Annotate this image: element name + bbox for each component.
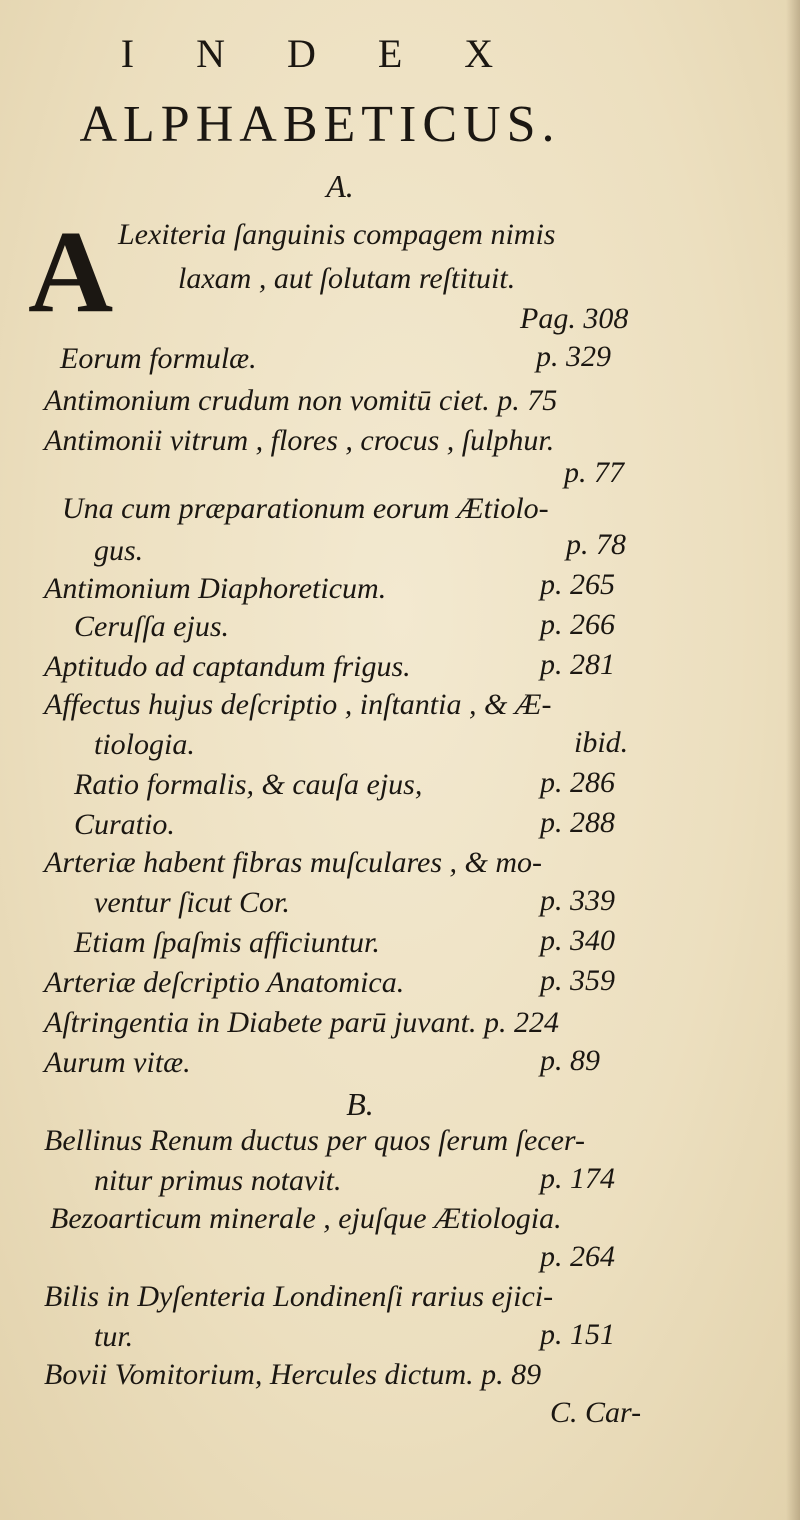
entry-line: tiologia.	[94, 728, 195, 761]
entry-page-ref: p. 359	[540, 964, 615, 997]
section-heading-b: B.	[346, 1086, 374, 1122]
entry-page-ref: p. 174	[540, 1162, 615, 1195]
entry-page-ref: p. 288	[540, 806, 615, 839]
entry-line: Ceruſſa ejus.	[74, 610, 229, 643]
entry-line: Una cum præparationum eorum Ætiolo-	[62, 492, 549, 525]
entry-line: Antimonium crudum non vomitū ciet. p. 75	[44, 384, 558, 417]
entry-line: Aſtringentia in Diabete parū juvant. p. 224	[44, 1006, 559, 1039]
entry-line: Affectus hujus deſcriptio , inſtantia , & Æ-	[44, 688, 552, 721]
entry-page-ref: p. 89	[540, 1044, 600, 1077]
entry-line: Lexiteria ſanguinis compagem nimis	[118, 218, 556, 251]
entry-page-ref: p. 286	[540, 766, 615, 799]
drop-cap-letter: A	[28, 206, 114, 337]
entry-line: Antimonii vitrum , flores , crocus , ſulphur.	[44, 424, 555, 457]
entry-line: Eorum formulæ.	[60, 342, 257, 375]
entry-page-ref: p. 77	[564, 456, 624, 489]
entry-page-ref: p. 329	[536, 340, 611, 373]
entry-page-ref: p. 151	[540, 1318, 615, 1351]
entry-page-ref: p. 265	[540, 568, 615, 601]
entry-page-ref: p. 339	[540, 884, 615, 917]
entry-line: Aptitudo ad captandum frigus.	[44, 650, 411, 683]
entry-line: Bezoarticum minerale , ejuſque Ætiologia.	[50, 1202, 562, 1235]
entry-line: Arteriæ deſcriptio Anatomica.	[44, 966, 405, 999]
entry-page-ref: p. 78	[566, 528, 626, 561]
entry-line: Bilis in Dyſenteria Londinenſi rarius ejici-	[44, 1280, 554, 1313]
entry-line: nitur primus notavit.	[94, 1164, 342, 1197]
entry-line: Etiam ſpaſmis afficiuntur.	[74, 926, 380, 959]
entry-line: Antimonium Diaphoreticum.	[44, 572, 387, 605]
entry-line: Bovii Vomitorium, Hercules dictum. p. 89	[44, 1358, 542, 1391]
entry-page-ref: p. 266	[540, 608, 615, 641]
index-title: I N D E X	[120, 31, 520, 76]
page-edge-shadow	[786, 0, 800, 1520]
entry-page-ref: p. 281	[540, 648, 615, 681]
entry-line: Bellinus Renum ductus per quos ſerum ſecer-	[44, 1124, 585, 1157]
catchword: C. Car-	[550, 1396, 642, 1429]
entry-line: gus.	[94, 534, 144, 567]
entry-line: laxam , aut ſolutam reſtituit.	[178, 262, 516, 295]
entry-page-ref: p. 340	[540, 924, 615, 957]
entry-line: ventur ſicut Cor.	[94, 886, 290, 919]
entry-page-ref: Pag. 308	[520, 302, 629, 335]
entry-line: Ratio formalis, & cauſa ejus,	[74, 768, 423, 801]
entry-page-ref: p. 264	[540, 1240, 615, 1273]
index-subtitle: ALPHABETICUS.	[79, 96, 561, 153]
entry-line: Aurum vitæ.	[44, 1046, 191, 1079]
entry-line: Curatio.	[74, 808, 175, 841]
entry-line: Arteriæ habent fibras muſculares , & mo-	[44, 846, 543, 879]
section-heading-a: A.	[326, 168, 354, 204]
entry-line: tur.	[94, 1320, 134, 1353]
entry-page-ref: ibid.	[574, 726, 629, 759]
